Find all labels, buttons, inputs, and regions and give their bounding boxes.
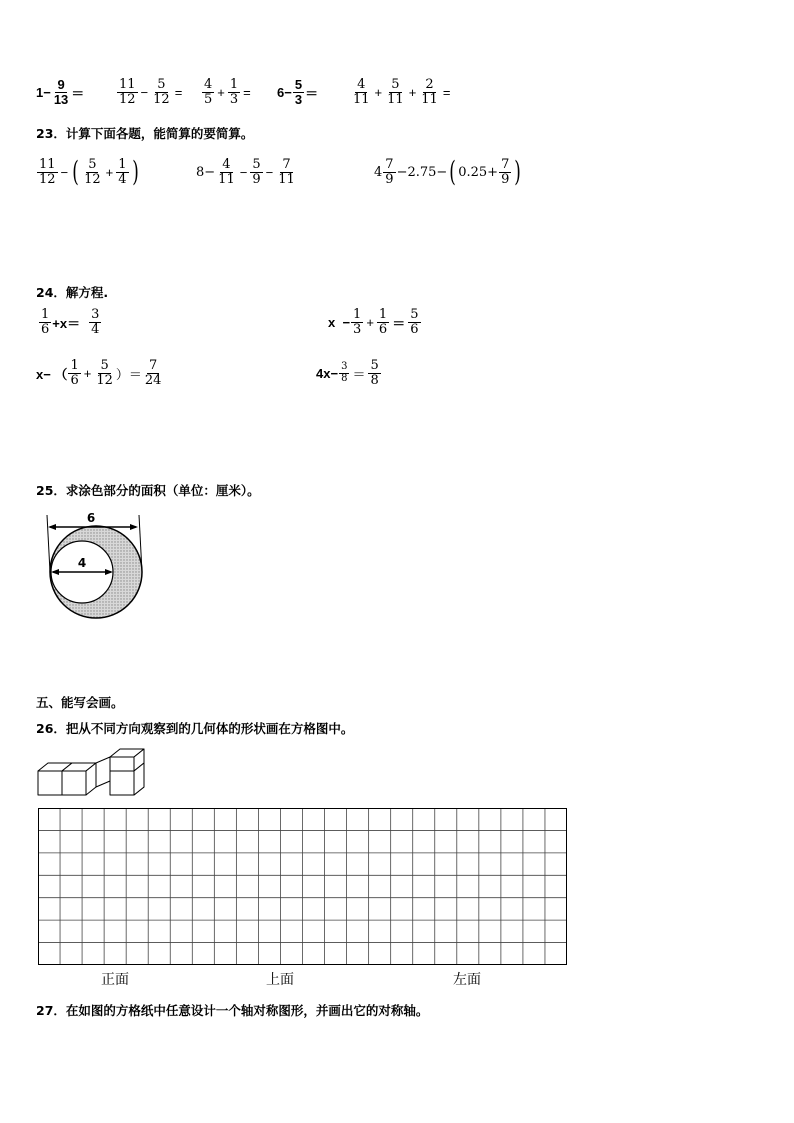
- expr-lead: x− （: [36, 366, 68, 382]
- expr-22-5: [350, 78, 452, 106]
- operator: +: [217, 84, 225, 100]
- cube-front-face: [110, 771, 134, 795]
- operator: +: [374, 84, 383, 100]
- numerator: 7: [501, 157, 510, 172]
- denominator: 6: [378, 321, 388, 337]
- whole-number: 4: [374, 164, 383, 180]
- numerator: 3: [341, 361, 348, 373]
- numerator: 7: [282, 157, 291, 172]
- numerator: 1: [353, 307, 362, 322]
- right-paren: ): [131, 155, 139, 189]
- denominator: 13: [53, 91, 69, 107]
- denominator: 11: [278, 171, 295, 187]
- denominator: 11: [387, 91, 404, 107]
- numerator: 1: [229, 77, 239, 92]
- denominator: 8: [370, 372, 379, 388]
- numerator: 7: [385, 157, 394, 172]
- expr-middle: +x＝: [52, 315, 81, 331]
- numerator: 5: [88, 157, 97, 172]
- denominator: 11: [421, 91, 438, 107]
- expr-lead: 8−: [196, 164, 216, 180]
- cube-front-face: [62, 771, 86, 795]
- denominator: 12: [119, 91, 136, 107]
- label-front-view: 正面: [101, 972, 129, 988]
- numerator: 1: [41, 307, 50, 322]
- shaded-circle-figure: [36, 505, 156, 620]
- expr-lead: 4x−: [316, 365, 339, 381]
- operator: −: [265, 164, 274, 180]
- numerator: 5: [391, 77, 400, 92]
- q23-expr-a: [36, 155, 140, 189]
- square-grid[interactable]: [38, 808, 568, 966]
- left-paren: (: [72, 155, 79, 189]
- equals-sign: ＝: [352, 366, 366, 382]
- q24-equation-d: [316, 359, 382, 387]
- equals-sign: =: [442, 84, 451, 100]
- equals-sign: ＝: [305, 85, 319, 101]
- question-24-title: 24．解方程.: [36, 285, 109, 300]
- equals-sign: =: [243, 84, 251, 100]
- cube-side-face: [96, 757, 110, 787]
- label-left-view: 左面: [453, 972, 481, 988]
- denominator: 9: [501, 171, 510, 187]
- q24-equation-a: [38, 308, 102, 336]
- numerator: 5: [100, 358, 109, 373]
- operator: +: [105, 164, 114, 180]
- q24-equation-c: [36, 359, 164, 387]
- numerator: 5: [410, 307, 419, 322]
- operator: +: [366, 314, 374, 330]
- expr-lead: x −: [328, 314, 351, 330]
- cube-front-face: [38, 771, 62, 795]
- label-top-view: 上面: [266, 972, 294, 988]
- numerator: 5: [370, 358, 379, 373]
- equals-sign: ＝: [392, 315, 406, 331]
- numerator: 1: [70, 358, 79, 373]
- operator: −: [60, 164, 69, 180]
- denominator: 6: [41, 321, 50, 337]
- expr-22-4: [277, 78, 318, 106]
- operator: −: [239, 164, 248, 180]
- denominator: 9: [385, 171, 394, 187]
- numerator: 5: [157, 77, 166, 92]
- expr-22-2: [116, 78, 184, 106]
- operator: +: [83, 365, 92, 381]
- outer-diameter-label: 6: [86, 511, 96, 525]
- extension-line: [47, 515, 50, 572]
- numerator: 5: [252, 157, 261, 172]
- denominator: 9: [252, 171, 261, 187]
- numerator: 1: [378, 307, 388, 322]
- numerator: 4: [357, 77, 366, 92]
- q23-expr-c: [374, 155, 523, 189]
- numerator: 7: [149, 358, 158, 373]
- denominator: 3: [353, 321, 362, 337]
- question-26-title: 26．把从不同方向观察到的几何体的形状画在方格图中。: [36, 721, 354, 736]
- denominator: 12: [153, 91, 170, 107]
- denominator: 11: [218, 171, 235, 187]
- numerator: 3: [91, 307, 100, 322]
- denominator: 3: [294, 91, 303, 107]
- numerator: 9: [57, 77, 65, 92]
- operator: −: [140, 84, 149, 100]
- expr-22-1: [36, 78, 84, 106]
- left-paren: (: [449, 155, 457, 189]
- expr-inner: 0.25+: [458, 164, 499, 180]
- arrowhead: [48, 524, 56, 530]
- denominator: 4: [118, 171, 127, 187]
- right-paren: ): [514, 155, 522, 189]
- q24-equation-b: [328, 308, 422, 336]
- equals-sign: ＝: [71, 85, 85, 101]
- question-27-title: 27．在如图的方格纸中任意设计一个轴对称图形，并画出它的对称轴。: [36, 1003, 429, 1018]
- denominator: 24: [144, 372, 162, 388]
- expr-lead: 6−: [277, 84, 292, 100]
- numerator: 5: [294, 77, 303, 92]
- numerator: 11: [119, 77, 136, 92]
- cube-solid-figure: [36, 747, 156, 799]
- question-25-title: 25．求涂色部分的面积（单位：厘米）。: [36, 483, 260, 498]
- numerator: 11: [39, 157, 56, 172]
- numerator: 4: [222, 157, 231, 172]
- denominator: 11: [353, 91, 370, 107]
- denominator: 12: [39, 171, 56, 187]
- expr-middle: −2.75−: [396, 164, 448, 180]
- denominator: 12: [96, 372, 113, 388]
- numerator: 1: [118, 157, 127, 172]
- denominator: 3: [229, 91, 239, 107]
- operator: +: [408, 84, 417, 100]
- inner-diameter-label: 4: [77, 556, 87, 570]
- denominator: 6: [410, 321, 419, 337]
- denominator: 5: [204, 91, 213, 107]
- question-23-title: 23．计算下面各题，能简算的要简算。: [36, 126, 254, 141]
- numerator: 4: [204, 77, 213, 92]
- right-paren: ）＝: [115, 366, 142, 382]
- equals-sign: =: [174, 84, 183, 100]
- denominator: 6: [70, 372, 79, 388]
- denominator: 8: [341, 372, 348, 384]
- q23-expr-b: [196, 158, 298, 186]
- expr-22-3: [201, 78, 253, 106]
- denominator: 12: [84, 171, 101, 187]
- section-5-title: 五、能写会画。: [36, 695, 124, 710]
- arrowhead: [130, 524, 138, 530]
- numerator: 2: [425, 77, 434, 92]
- denominator: 4: [91, 321, 100, 337]
- expr-lead: 1−: [36, 84, 51, 100]
